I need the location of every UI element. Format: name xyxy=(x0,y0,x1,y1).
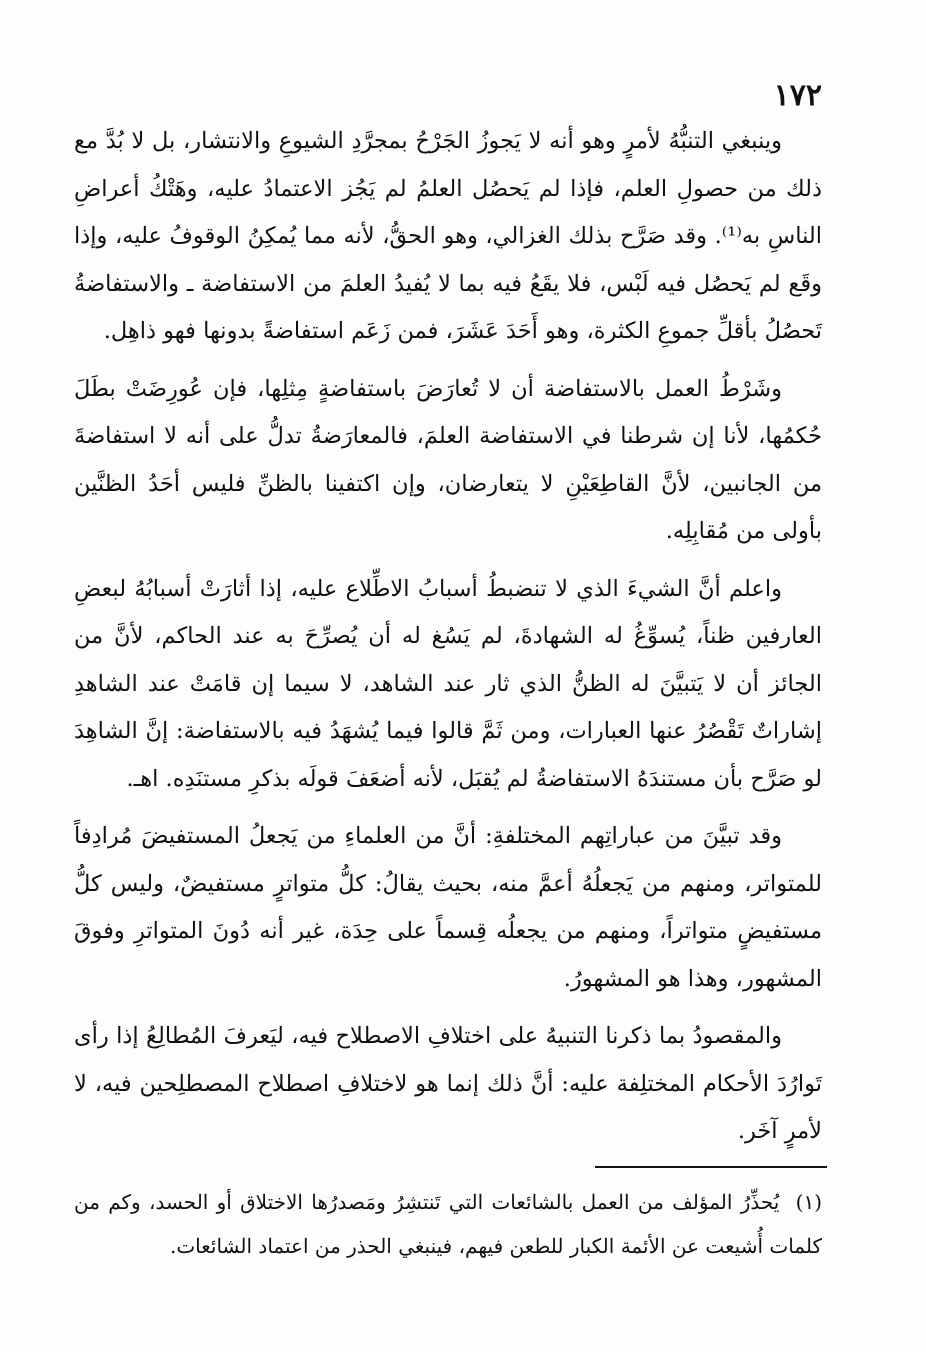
main-text xyxy=(74,118,822,1166)
paragraph-1: وينبغي التنبُّهُ لأمرٍ وهو أنه لا يَجوزُ الجَرْحُ بمجرَّدِ الشيوعِ والانتشار، بل لا بُدَّ مع ذلك من حصولِ العلم، فإذا لم يَحصُل العلمُ لم يَجُز الاعتمادُ عليه، وهَتْكُ أعراضِ الناسِ به⁽¹⁾. وقد صَرَّح بذلك الغزالي، وهو الحقُّ، لأنه مما يُمكِنُ الوقوفُ عليه، وإذا وقَع لم يَحصُل فيه لَبْس، فلا يقَعُ فيه بما لا يُفيدُ العلمَ من الاستفاضة ـ والاستفاضةُ تَحصُلُ بأقلِّ جموعِ الكثرة، وهو أَحَدَ عَشَرَ، فمن زَعَم استفاضةً بدونها فهو ذاهِل. xyxy=(74,128,822,344)
footnote-text: يُحذِّرُ المؤلف من العمل بالشائعات التي تَنتشِرُ ومَصدرُها الاختلاق أو الحسد، وكم من كلمات أُشيعت عن الأئمة الكبار للطعن فيهم، فينبغي الحذر من اعتماد الشائعات. xyxy=(74,1190,822,1258)
paragraph-3: واعلم أنَّ الشيءَ الذي لا تنضبطُ أسبابُ الاطِّلاع عليه، إذا أثارَتْ أسبابُهُ لبعضِ العارفين ظناً، يُسوِّغُ له الشهادةَ، لم يَسُغ له أن يُصرِّحَ به عند الحاكم، لأنَّ من الجائز أن لا يَتبيَّنَ له الظنُّ الذي ثار عند الشاهد، لا سيما إن قامَتْ عند الشاهدِ إشاراتٌ تَقْصُرُ عنها العبارات، ومن ثَمَّ قالوا فيما يُشهَدُ فيه بالاستفاضة: إنَّ الشاهِدَ لو صَرَّح بأن مستندَهُ الاستفاضةُ لم يُقبَل، لأنه أضعَفَ قولَه بذكرِ مستنَدِه. اهـ. xyxy=(74,575,822,792)
footnote-marker: (١) xyxy=(795,1190,823,1214)
footnote xyxy=(74,1180,822,1268)
paragraph-5: والمقصودُ بما ذكرنا التنبيهُ على اختلافِ الاصطلاح فيه، ليَعرفَ المُطالِعُ إذا رأى تَوارُدَ الأحكام المختلِفة عليه: أنَّ ذلك إنما هو لاختلافِ اصطلاح المصطلِحين فيه، لا لأمرٍ آخَر. xyxy=(74,1023,822,1144)
footnote-separator xyxy=(595,1166,827,1168)
paragraph-4: وقد تبيَّنَ من عباراتِهم المختلفةِ: أنَّ من العلماءِ من يَجعلُ المستفيضَ مُرادِفاً للمتواتر، ومنهم من يَجعلُهُ أعمَّ منه، بحيث يقالُ: كلُّ متواترٍ مستفيضٌ، وليس كلُّ مستفيضٍ متواتراً، ومنهم من يجعلُه قِسماً على حِدَة، غير أنه دُونَ المتواترِ وفوقَ المشهور، وهذا هو المشهورُ. xyxy=(74,823,822,992)
paragraph-2: وشَرْطُ العمل بالاستفاضة أن لا تُعارَضَ باستفاضةٍ مِثلِها، فإن عُورِضَتْ بطَلَ حُكمُها، لأنا إن شرطنا في الاستفاضة العلمَ، فالمعارَضةُ تدلُّ على أنه لا استفاضةَ من الجانبين، لأنَّ القاطِعَيْنِ لا يتعارضان، وإن اكتفينا بالظنِّ فليس أحَدُ الظنَّين بأولى من مُقابِلِه. xyxy=(74,375,822,544)
page-number: ١٧٢ xyxy=(773,78,822,113)
